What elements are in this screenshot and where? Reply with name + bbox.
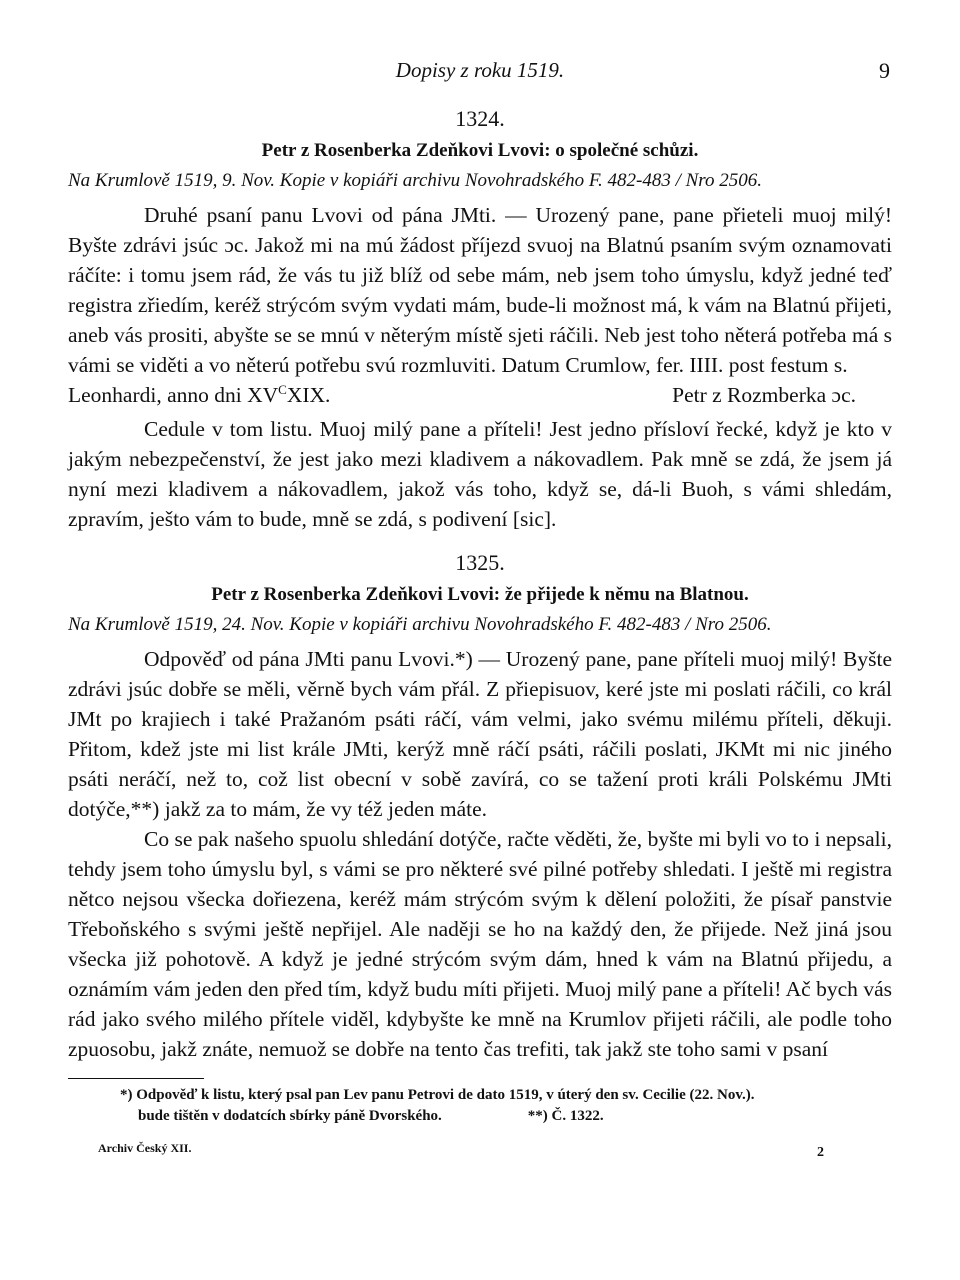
document-number: 1324.	[455, 106, 505, 131]
document-page	[68, 58, 892, 1167]
letter-1325	[68, 550, 892, 1064]
printer-signature-mark: Archiv Český XII.	[98, 1141, 192, 1155]
document-title: Petr z Rosenberka Zdeňkovi Lvovi: že přijede k němu na Blatnou.	[211, 584, 749, 605]
document-title: Petr z Rosenberka Zdeňkovi Lvovi: o společné schůzi.	[261, 140, 699, 161]
footnote: *) Odpověď k listu, který psal pan Lev panu Petrovi de dato 1519, v úterý den sv. Cecilie (22. Nov.).	[120, 1087, 755, 1103]
footnote-divider	[68, 1078, 204, 1079]
footnote-text: bude tištěn v dodatcích sbírky páně Dvorského.	[138, 1108, 442, 1124]
closing-date: Leonhardi, anno dni $XV^CXIX$.	[68, 381, 331, 407]
letter-body: Druhé psaní panu Lvovi od pána JMti. — Urozený pane, pane přieteli muoj milý! Byšte zdrávi jsúc ɔc. Jakož mi na mú žádost příjezd svuoj na Blatnú psaním svým oznamovati ráčíte: i tomu jsem rád, že vás tu již blíž od sebe mám, neb jsem toho úmyslu, když jedné teď registra zřiedím, keréž strýcóm svým vydati mám, bude-li možnost má, k vám na Blatnú přijeti, aneb vás prositi, abyšte se se mnú v něterým místě sjeti ráčili. Neb jest toho něterá potřeba má s vámi se viděti a vo něterú potřebu svú rozmluviti. Datum Crumlow, fer. IIII. post festum s.	[68, 203, 892, 377]
letter-body-paragraph: Odpověď od pána JMti panu Lvovi.*) — Urozený pane, pane příteli muoj milý! Byšte zdrávi jsúc dobře se měli, věrně bych vám přál. Z přiepisuov, keré jste mi poslati ráčili, co král JMt po krajiech i také Pražanóm psáti ráčí, vám velmi, jako svému milému příteli, děkuji. Přitom, kdež jste mi list krále JMti, kerýž mně ráčí psáti, ráčili poslati, JKMt mi nic jiného psáti neráčí, než to, což list obecní v sobě zavírá, co se tažení proti králi Polskému JMti dotýče,**) jakž za to mám, že vy též jeden máte.	[68, 647, 892, 821]
postscript: Cedule v tom listu. Muoj milý pane a příteli! Jest jedno přísloví řecké, když je kto v jakým nebezpečenství, že jest jako mezi kladivem a nákovadlem. Pak mně se zdá, že jsem já nyní mezi kladivem a nákovadlem, jakož vás toho, když se, dá-li Buoh, s vámi shledám, zpravím, ješto vám to bude, mně se zdá, s podivení [sic].	[68, 417, 892, 531]
sheet-number: 2	[817, 1145, 824, 1160]
running-title: Dopisy z roku 1519.	[395, 58, 565, 82]
page-footer	[68, 1137, 892, 1167]
footnote-continuation	[68, 1106, 892, 1127]
page-number: 9	[879, 58, 890, 83]
source-citation: Na Krumlově 1519, 9. Nov. Kopie v kopiáři archivu Novohradského F. 482-483 / Nro 2506.	[68, 170, 762, 191]
letter-body-paragraph: Co se pak našeho spuolu shledání dotýče, račte věděti, že, byšte mi byli vo to i nepsali, tehdy jsem toho úmyslu byl, s vámi se pro některé své pilné potřeby shledati. I ještě mi registra nětco nejsou všecka dořiezena, keréž mám strýcóm svým k dělení položiti, že písař panstvie Třeboňského s svými ještě nepřijel. Ale naději se ho na každý den, že přijede. Než jiná jsou všecka již pohotově. A když je jedné strýcóm svým dám, hned k vám na Blatnú přijedu, a oznámím vám jeden den před tím, když budu míti přijeti. Muoj milý pane a příteli! Ač bych vás rád jako svého milého přítele viděl, kdybyšte ke mně na Krumlov přijeti ráčili, ale podle toho zpuosobu, jakž znáte, nemuož se dobře na tento čas trefiti, tak jakž ste toho sami v psaní	[68, 827, 892, 1061]
letter-1324	[68, 106, 892, 534]
signature: Petr z Rozmberka ɔc.	[672, 383, 856, 407]
closing-line	[68, 380, 892, 410]
source-citation: Na Krumlově 1519, 24. Nov. Kopie v kopiáři archivu Novohradského F. 482-483 / Nro 2506.	[68, 614, 772, 635]
footnote: **) Č. 1322.	[527, 1108, 604, 1124]
document-number: 1325.	[455, 550, 505, 575]
page-header	[68, 58, 892, 90]
